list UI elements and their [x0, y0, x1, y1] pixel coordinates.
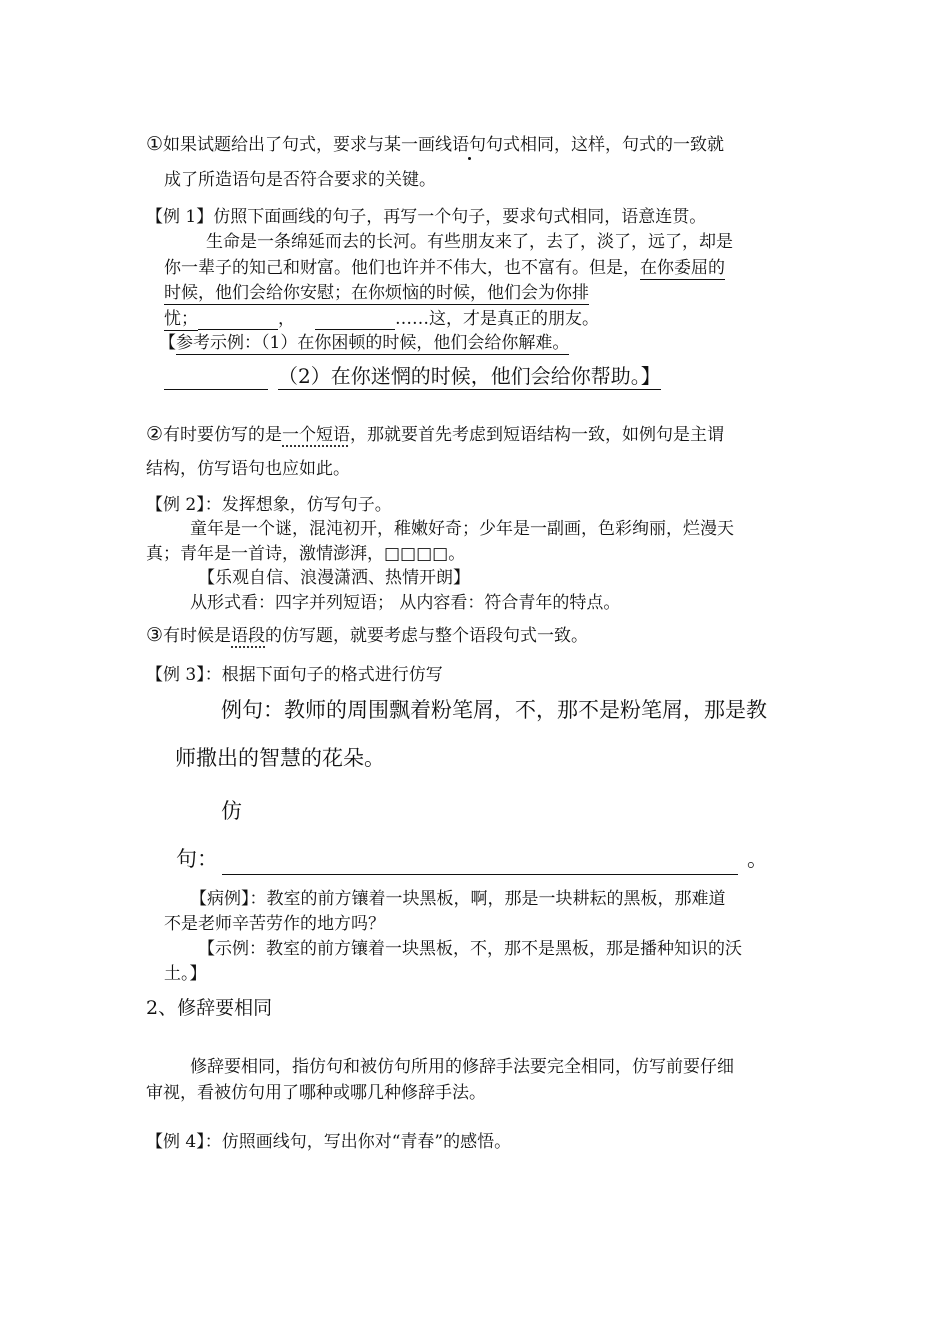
circled-number-1: ①	[146, 133, 164, 155]
imitation-label-2: 句：	[176, 847, 218, 871]
point-1-line-2: 成了所造语句是否符合要求的关键。	[164, 170, 436, 190]
point-2-line-2: 结构，仿写语句也应如此。	[146, 459, 350, 479]
sample-answer-line-2: 土。】	[164, 964, 207, 984]
example-2-para-line-2: 真；青年是一首诗，激情澎湃，□□□□。	[146, 544, 466, 564]
imitation-label-1: 仿	[221, 799, 242, 823]
point-1-text-c: 句式相同，这样，句式的一致就	[486, 135, 725, 155]
reference-blank-line	[164, 389, 268, 390]
reference-answer-1: 参考示例：（1）在你困顿的时候，他们会给你解难。	[176, 333, 570, 353]
reference-answer-line-1: 【参考示例：（1）在你困顿的时候，他们会给你解难。	[159, 333, 570, 353]
example-1-para-line-4: 忧； ， ……这，才是真正的朋友。	[164, 309, 599, 329]
underlined-sentence-cont: 时候，他们会给你安慰；在你烦恼的时候，他们会为你排	[164, 283, 589, 303]
imitation-answer-line[interactable]	[222, 874, 738, 875]
circled-number-2: ②	[146, 423, 164, 445]
emphasized-text: 一个短语	[282, 425, 351, 445]
example-4-title: 【例 4】：仿照画线句，写出你对“青春”的感悟。	[146, 1132, 512, 1152]
section-2-para-line-2: 审视，看被仿句用了哪种或哪几种修辞手法。	[146, 1083, 486, 1103]
sample-answer-line-1: 【示例：教室的前方镶着一块黑板，不，那不是黑板，那是播种知识的沃	[198, 939, 742, 959]
underlined-sentence: 在你委屈的	[640, 258, 725, 278]
example-3-title: 【例 3】：根据下面句子的格式进行仿写	[146, 665, 443, 685]
example-1-para-line-1: 生命是一条绵延而去的长河。有些朋友来了，去了，淡了，远了，却是	[206, 232, 733, 252]
example-2-answer: 【乐观自信、浪漫潇洒、热情开朗】	[198, 568, 470, 588]
imitation-end-mark: 。	[747, 847, 768, 871]
example-sentence-line-1: 例句：教师的周围飘着粉笔屑，不，那不是粉笔屑，那是教	[221, 698, 767, 722]
example-1-title: 【例 1】仿照下面画线的句子，再写一个句子，要求句式相同，语意连贯。	[146, 207, 707, 227]
reference-answer-2: （2）在你迷惘的时候，他们会给你帮助。】	[278, 364, 661, 388]
example-1-para-line-3	[164, 283, 589, 303]
example-1-para-line-2: 你一辈子的知己和财富。他们也许并不伟大，也不富有。但是，在你委屈的	[164, 258, 725, 278]
reference-answer-line-2	[278, 364, 661, 388]
wrong-example-line-1: 【病例】：教室的前方镶着一块黑板，啊，那是一块耕耘的黑板，那难道	[190, 889, 726, 909]
point-1-line-1	[146, 133, 724, 156]
circled-number-3: ③	[146, 624, 164, 646]
emphasized-text: 语句	[452, 135, 487, 155]
answer-blank-2[interactable]	[315, 329, 395, 330]
section-2-heading: 2、修辞要相同	[146, 997, 273, 1019]
example-2-title: 【例 2】：发挥想象，仿写句子。	[146, 495, 392, 515]
point-3-line-1: ③有时候是语段的仿写题，就要考虑与整个语段句式一致。	[146, 624, 589, 646]
point-1-text-a: 如果试题给出了句式，要求与某一画线	[163, 135, 453, 155]
emphasized-text: 语段	[231, 626, 266, 646]
answer-blank-1[interactable]	[198, 329, 278, 330]
wrong-example-line-2: 不是老师辛苦劳作的地方吗？	[164, 914, 385, 934]
example-2-analysis: 从形式看：四字并列短语； 从内容看：符合青年的特点。	[190, 593, 621, 613]
section-2-para-line-1: 修辞要相同，指仿句和被仿句所用的修辞手法要完全相同，仿写前要仔细	[190, 1057, 734, 1077]
example-2-para-line-1: 童年是一个谜，混沌初开，稚嫩好奇；少年是一副画，色彩绚丽，烂漫天	[190, 519, 734, 539]
example-sentence-line-2: 师撒出的智慧的花朵。	[175, 746, 385, 770]
point-2-line-1: ②有时要仿写的是一个短语，那就要首先考虑到短语结构一致，如例句是主谓	[146, 423, 725, 445]
